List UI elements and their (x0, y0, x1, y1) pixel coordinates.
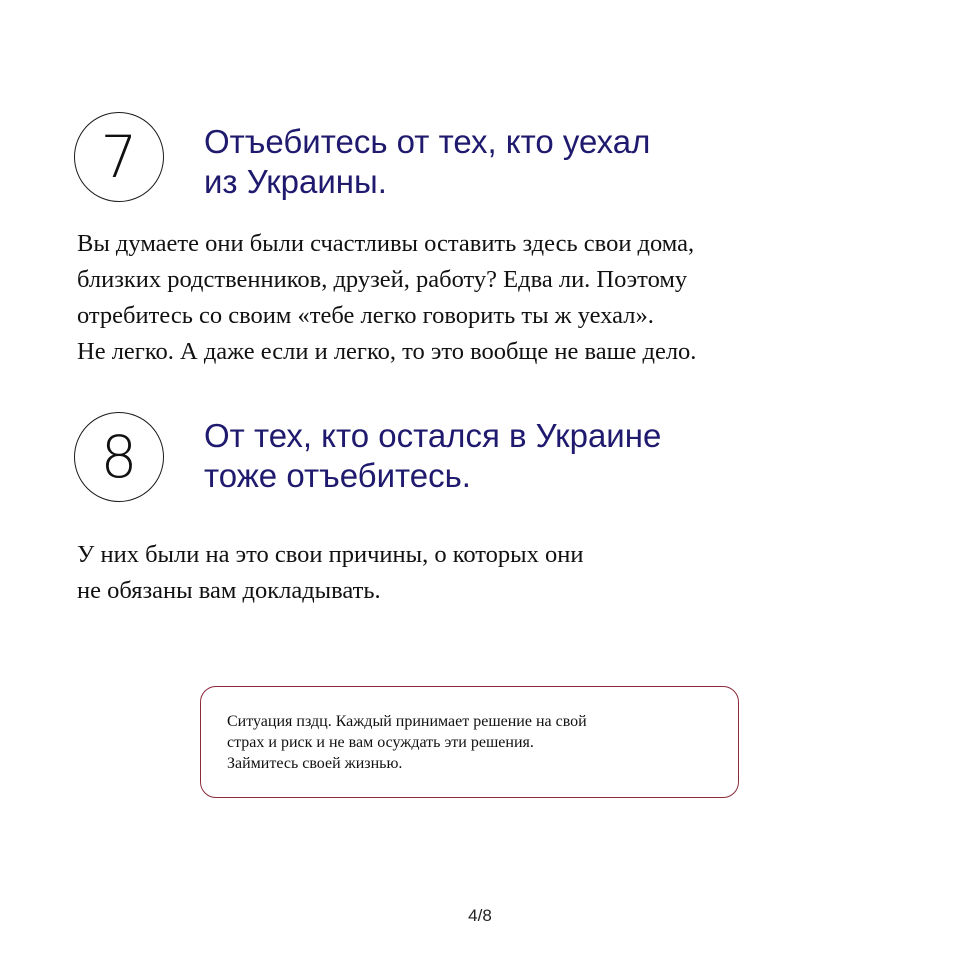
section-8-heading-line-2: тоже отъебитесь. (204, 457, 471, 494)
section-7-body (77, 226, 696, 370)
section-7-number: 7 (100, 123, 138, 191)
section-7-body-line-1: Вы думаете они были счастливы оставить здесь свои дома, (77, 230, 695, 257)
section-8-body-line-1: У них были на это свои причины, о которых они (77, 541, 584, 568)
note-line-2: страх и риск и не вам осуждать эти решения. (227, 734, 534, 751)
note-text (227, 711, 587, 774)
section-8-body (77, 537, 584, 609)
note-line-3: Займитесь своей жизнью. (227, 755, 403, 772)
section-7-number-circle (74, 112, 164, 202)
section-8-number: 8 (100, 423, 138, 491)
page-indicator: 4/8 (468, 906, 492, 925)
section-8-number-circle (74, 412, 164, 502)
section-7-heading-line-2: из Украины. (204, 163, 387, 200)
note-box (200, 686, 739, 798)
note-line-1: Ситуация пздц. Каждый принимает решение на свой (227, 713, 587, 730)
section-8-heading-line-1: От тех, кто остался в Украине (204, 417, 662, 454)
section-7-heading-line-1: Отъебитесь от тех, кто уехал (204, 123, 651, 160)
section-7-heading (204, 122, 650, 202)
section-7-body-line-2: близких родственников, друзей, работу? Едва ли. Поэтому (77, 266, 688, 293)
section-7-body-line-4: Не легко. А даже если и легко, то это вообще не ваше дело. (77, 338, 697, 365)
section-7-body-line-3: отребитесь со своим «тебе легко говорить ты ж уехал». (77, 302, 654, 329)
section-8-body-line-2: не обязаны вам докладывать. (77, 577, 381, 604)
section-8-heading (204, 416, 661, 496)
